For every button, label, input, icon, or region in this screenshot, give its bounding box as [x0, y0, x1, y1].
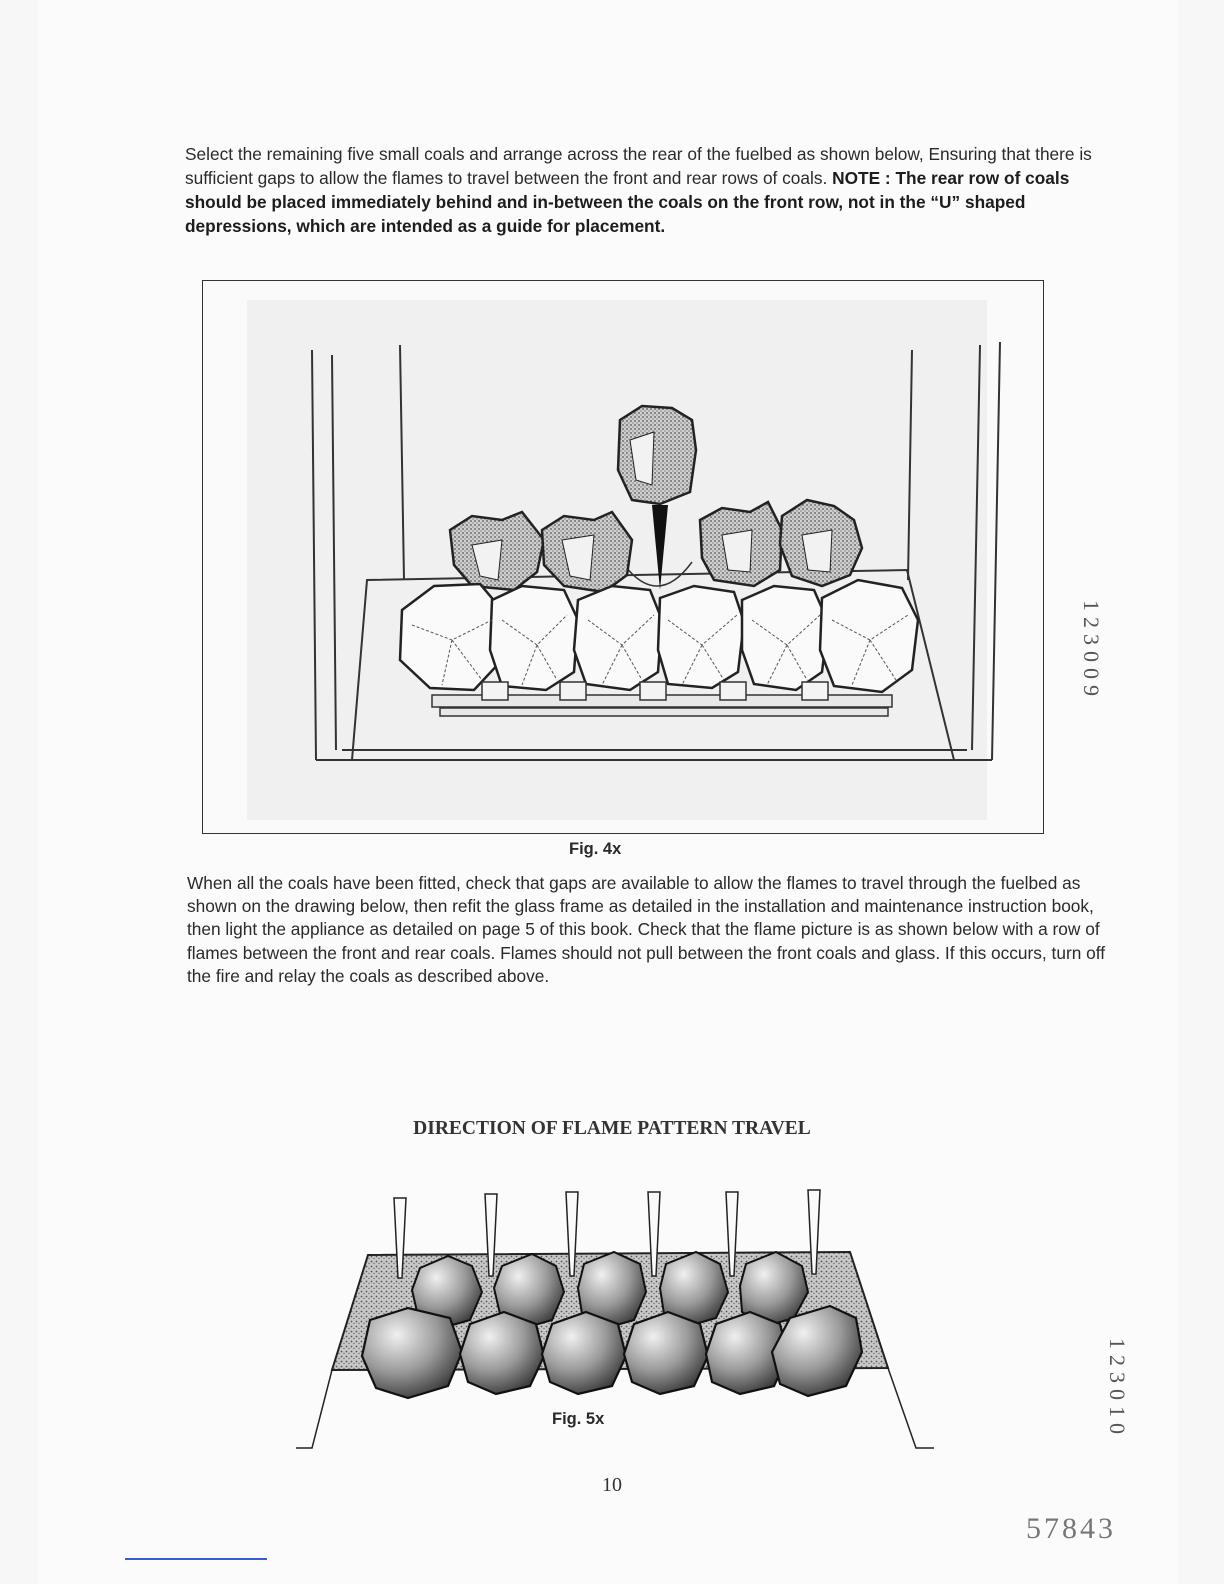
- section-heading: DIRECTION OF FLAME PATTERN TRAVEL: [413, 1118, 811, 1139]
- footer-link-underline: [125, 1558, 267, 1560]
- figure-4x-caption: Fig. 4x: [569, 840, 622, 858]
- figure-5x-code: 123010: [1105, 1338, 1130, 1440]
- figure-5x-drawing: [290, 1180, 940, 1460]
- note-text: NOTE : The rear row of coals should be placed immediately behind and in-between the coals on the front row, not in the “U” shaped depressions, which are intended as a guide for placement.: [185, 168, 1070, 236]
- figure-4x-code: 123009: [1079, 600, 1104, 702]
- page-number: 10: [602, 1474, 622, 1496]
- document-stamp: 57843: [1026, 1512, 1116, 1545]
- figure-4x-drawing: [202, 280, 1044, 834]
- intro-text: Select the remaining five small coals and arrange across the rear of the fuelbed as shown below, Ensuring that there is sufficient gaps to allow the flames to travel between the front and rear rows of coals.: [185, 144, 1092, 188]
- figure-5x-caption: Fig. 5x: [552, 1410, 605, 1428]
- instruction-paragraph-1: [185, 142, 1115, 238]
- instruction-paragraph-2: When all the coals have been fitted, check that gaps are available to allow the flames to travel through the fuelbed as shown on the drawing below, then refit the glass frame as detailed in the installation and maintenance instruction book, then light the appliance as detailed on page 5 of this book. Check that the flame picture is as shown below with a row of flames between the front and rear coals. Flames should not pull between the front coals and glass. If this occurs, turn off the fire and relay the coals as described above.: [187, 873, 1106, 986]
